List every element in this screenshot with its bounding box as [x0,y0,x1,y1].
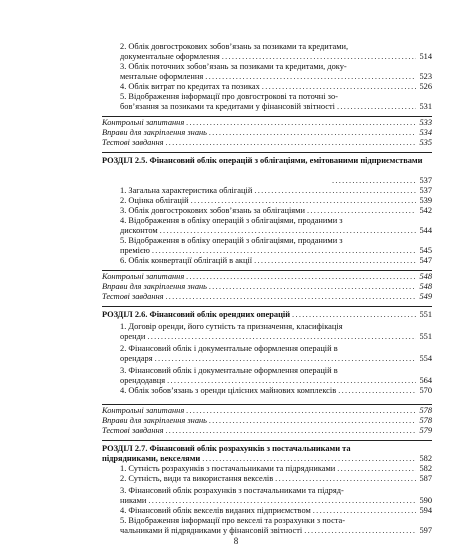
page-ref: 539 [419,196,432,205]
page-ref: 547 [419,256,432,265]
toc-entry-text: 4. Облік витрат по кредитах та позиках [120,82,260,91]
leader-dots [191,196,416,206]
toc-entry-text: 1. Загальна характеристика облігацій [120,186,253,195]
toc-entry-text: дисконтом [120,226,158,235]
page-ref: 548 [419,272,432,281]
toc-entry-s26-control[interactable] [102,406,432,416]
toc-entry-s27-3-line1: 3. Фінансовий облік розрахунків з постачальниками та підряд- [120,486,344,495]
toc-entry-s25-4-line1: 4. Відображення в обліку операцій з облігаціями, проданими з [120,216,343,225]
page-ref: 514 [419,52,432,61]
toc-entry-s27-1[interactable] [120,464,432,474]
page-ref: 537 [419,186,432,195]
section-title-2-6[interactable] [102,310,432,320]
toc-entry-text: 6. Облік конвертації облігацій в акції [120,256,253,265]
page-ref: 582 [419,464,432,473]
page-ref: 526 [419,82,432,91]
toc-entry-s27-5[interactable] [120,526,432,536]
page-ref: 564 [419,376,432,385]
toc-entry-text: Вправи для закріплення знань [102,416,207,425]
page-ref: 537 [419,176,432,185]
leader-dots [186,118,416,128]
leader-dots [307,206,416,216]
separator-line [102,440,432,441]
toc-entry-s27-2[interactable] [120,474,432,484]
page-ref: 551 [419,332,432,341]
leader-dots [337,102,416,112]
toc-entry-s25-5[interactable] [120,246,432,256]
toc-entry-s26-1-line1: 1. Договір оренди, його сутність та призначення, класифікація [120,322,343,331]
leader-dots [304,526,416,536]
toc-entry-s25-6[interactable] [120,256,432,266]
leader-dots [337,464,416,474]
toc-entry-text: ментальне оформлення [120,72,204,81]
page-ref: 579 [419,426,432,435]
leader-dots [148,496,416,506]
leader-dots [147,332,416,342]
toc-entry-s25-tests[interactable] [102,292,432,302]
toc-entry-s26-3-line1: 3. Фінансовий облік і документальне оформлення операцій в [120,366,338,375]
toc-entry-s26-exercises[interactable] [102,416,432,426]
toc-entry-s24-tests[interactable] [102,138,432,148]
toc-entry-text: никами [120,496,147,505]
separator-line [102,152,432,153]
leader-dots [152,246,416,256]
toc-entry-s26-2[interactable] [120,354,432,364]
toc-entry-s24-3-line1: 3. Облік поточних зобов’язань за позиками та кредитами, доку- [120,62,347,71]
toc-entry-s24-2[interactable] [120,52,432,62]
toc-entry-text: чальниками й підрядниками у фінансовій звітності [120,526,303,535]
page-ref: 597 [419,526,432,535]
toc-entry-s25-2[interactable] [120,196,432,206]
toc-entry-s25-3[interactable] [120,206,432,216]
toc-entry-text: 1. Сутність розрахунків з постачальниками та підрядниками [120,464,336,473]
page-ref: 554 [419,354,432,363]
toc-entry-text: орендодавця [120,376,166,385]
page-ref: 548 [419,282,432,291]
toc-entry-s26-3[interactable] [120,376,432,386]
leader-dots [186,406,416,416]
toc-entry-text: бов’язання за позиками та кредитами у фінансовій звітності [120,102,335,111]
leader-dots [254,186,416,196]
toc-entry-text: Вправи для закріплення знань [102,282,207,291]
toc-entry-s24-2-line1: 2. Облік довгострокових зобов’язань за позиками та кредитами, [120,42,349,51]
toc-entry-s25-exercises[interactable] [102,282,432,292]
page-ref: 578 [419,406,432,415]
page-ref: 545 [419,246,432,255]
toc-entry-text: 4. Облік зобов’язань з оренди цілісних майнових комплексів [120,386,337,395]
toc-entry-text: Контрольні запитання [102,272,185,281]
leader-dots [209,128,416,138]
toc-entry-text: 3. Облік довгострокових зобов’язань за облігаціями [120,206,305,215]
page-ref: 587 [419,474,432,483]
section-title-2-7-line1: РОЗДІЛ 2.7. Фінансовий облік розрахунків з постачальниками та [102,444,351,453]
leader-dots [338,386,416,396]
leader-dots [254,256,416,266]
toc-entry-s27-3[interactable] [120,496,432,506]
page-ref: 549 [419,292,432,301]
leader-dots [205,72,416,82]
separator-line [102,116,432,117]
toc-entry-text: оренди [120,332,146,341]
leader-dots [202,454,416,464]
page-ref: 531 [419,102,432,111]
section-title-2-7[interactable] [102,454,432,464]
page-ref: 535 [419,138,432,147]
page-ref: 523 [419,72,432,81]
toc-entry-text: Контрольні запитання [102,118,185,127]
page-ref: 594 [419,506,432,515]
toc-entry-text: Тестові завдання [102,138,164,147]
toc-entry-s27-4[interactable] [120,506,432,516]
separator-line [102,306,432,307]
toc-entry-text: Вправи для закріплення знань [102,128,207,137]
leader-dots [222,52,416,62]
leader-dots [313,506,416,516]
page-ref: 551 [419,310,432,319]
toc-entry-s25-control[interactable] [102,272,432,282]
toc-entry-text: Контрольні запитання [102,406,185,415]
leader-dots [262,82,416,92]
leader-dots [155,354,416,364]
toc-entry-text: підрядниками, векселями [102,454,201,463]
page-ref: 534 [419,128,432,137]
toc-entry-s24-5-line1: 5. Відображення інформації про довгострокові та поточні зо- [120,92,338,101]
section-title-2-5: РОЗДІЛ 2.5. Фінансовий облік операцій з облігаціями, емітованими підприємствами [102,156,423,165]
toc-entry-s25-title-page[interactable] [330,176,432,186]
separator-line [102,270,432,271]
toc-entry-s24-4[interactable] [120,82,432,92]
leader-dots [209,416,416,426]
section-title-2-5-line1 [102,156,432,166]
toc-entry-text: премією [120,246,150,255]
leader-dots [209,282,416,292]
toc-entry-text: Тестові завдання [102,292,164,301]
toc-entry-s26-2-line1: 2. Фінансовий облік і документальне оформлення операцій в [120,344,338,353]
toc-entry-s27-5-line1: 5. Відображення інформації про векселі та розрахунки з поста- [120,516,346,525]
toc-entry-s26-1[interactable] [120,332,432,342]
toc-entry-s24-5[interactable] [120,102,432,112]
leader-dots [166,138,416,148]
toc-entry-s24-exercises[interactable] [102,128,432,138]
toc-entry-text: 2. Оцінка облігацій [120,196,189,205]
leader-dots [166,292,416,302]
leader-dots [186,272,416,282]
page-ref: 570 [419,386,432,395]
toc-entry-text: документальне оформлення [120,52,220,61]
leader-dots [332,176,416,186]
toc-entry-text: 4. Фінансовий облік векселів виданих підприємством [120,506,311,515]
toc-entry-s26-4[interactable] [120,386,432,396]
leader-dots [160,226,416,236]
toc-entry-text: Тестові завдання [102,426,164,435]
toc-entry-s24-3[interactable] [120,72,432,82]
page-ref: 582 [419,454,432,463]
toc-entry-s26-tests[interactable] [102,426,432,436]
toc-entry-s25-5-line1: 5. Відображення в обліку операцій з облігаціями, проданими з [120,236,343,245]
toc-entry-s25-1[interactable] [120,186,432,196]
page-ref: 542 [419,206,432,215]
page-ref: 578 [419,416,432,425]
page-number: 8 [233,536,239,546]
leader-dots [167,376,416,386]
toc-entry-s25-4[interactable] [120,226,432,236]
toc-entry-text: РОЗДІЛ 2.6. Фінансовий облік орендних операцій [102,310,291,319]
leader-dots [275,474,416,484]
page-ref: 544 [419,226,432,235]
page-ref: 590 [419,496,432,505]
separator-line [102,404,432,405]
toc-entry-text: 2. Сутність, види та використання векселів [120,474,274,483]
toc-entry-s24-control[interactable] [102,118,432,128]
leader-dots [292,310,416,320]
toc-entry-text: орендаря [120,354,153,363]
leader-dots [166,426,416,436]
page-ref: 533 [419,118,432,127]
